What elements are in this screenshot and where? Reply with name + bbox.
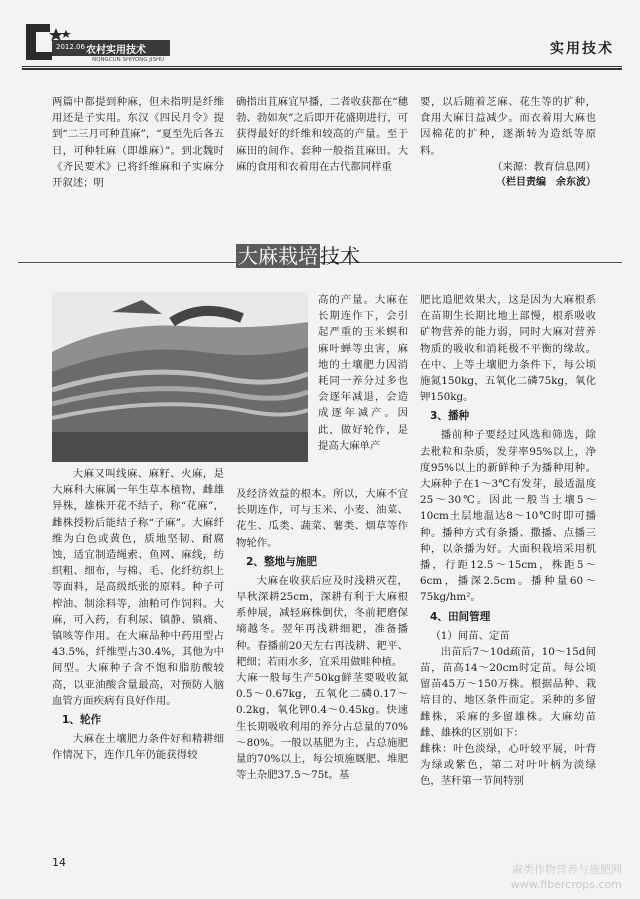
prev-article-col1 — [52, 94, 224, 191]
article-col2 — [236, 486, 408, 783]
paragraph: 肥比追肥效果大，这是因为大麻根系在苗期生长期比地上部慢，根系吸收矿物营养的能力弱，同时大麻对营养物质的吸收和消耗极不平衡的缘故。在中、上等土壤肥力条件下，每公顷施氮150kg，五氧化二磷75kg，氧化钾150kg。 — [420, 294, 596, 404]
title-highlight: 大麻栽培 — [238, 244, 318, 268]
paragraph: 及经济效益的根本。所以，大麻不宜长期连作，可与玉米、小麦、油菜、花生、瓜类、蔬菜、薯类、烟草等作物轮作。 — [236, 488, 408, 549]
logo-subtitle: NONGCUN SHIYONG JISHU — [92, 57, 165, 63]
header-rule — [22, 66, 622, 67]
paragraph: 两篇中都提到种麻，但未指明是纤维用还是子实用。东汉《四民月令》提到“二三月可种苴麻”，“夏至先后各五日，可种牡麻（即雄麻）”。到北魏时《齐民要术》已将纤维麻和子实麻分开叙述；明 — [52, 96, 224, 190]
paragraph: 大麻在收获后应及时浅耕灭茬，早秋深耕25cm，深耕有利于大麻根系伸展，减轻麻株倒伏，冬前耙磨保墒越冬。翌年再浅耕细耙，准备播种。春播前20天左右再浅耕、耙平、耙细；若雨水多，宜采用做畦种植。 大麻一般每生产50kg鲜茎要吸收氮0.5～0.67kg，五氧化二磷0.17～0.2kg，氧化钾0.4～0.45kg。快速生长期吸收利用的养分占总量的70%～80%。一般以基肥为主，占总施肥量的70%以上，每公顷施厩肥、堆肥等土杂肥37.5～75t。基 — [236, 574, 408, 782]
paragraph: 出苗后7～10d疏苗，10～15d间苗，苗高14～20cm时定苗。每公顷留苗45万～150万株。根据品种、栽培目的、地区条件而定。采种的多留雌株，采麻的多留雄株。大麻幼苗雌、雄株的区别如下： 雌株：叶色淡绿，心叶较平展，叶背为绿或紫色，第二对叶叶柄为淡绿色，茎秆第一节间特别 — [420, 645, 596, 788]
subheading: （1）间苗、定苗 — [430, 629, 510, 642]
article-col3 — [420, 292, 596, 790]
paragraph: 确指出苴麻宜早播，二者收获都在“穗勃、勃如灰”之后即开花盛期进行，可获得最好的纤维和较高的产量。至于麻田的间作、套种一般指苴麻田。大麻的食用和衣着用在古代都同样重 — [236, 96, 408, 173]
section-title: 实用技术 — [550, 41, 614, 57]
watermark-url: www.fibercrops.com — [510, 878, 622, 891]
paragraph: 要，以后随着芝麻、花生等的扩种，食用大麻日益减少。而衣着用大麻也因棉花的扩种，逐渐转为造纸等原料。 — [420, 96, 596, 157]
prev-article-col2 — [236, 94, 408, 175]
intro-paragraph: 大麻又叫线麻、麻籽、火麻，是大麻科大麻属一年生草本植物，雌雄异株，雄株开花不结子，称“花麻”，雌株授粉后能结子称“子麻”。大麻纤维为白色或黄色，质地坚韧、耐腐蚀，适宜制造绳索、鱼网、麻线，纺织粗、细布，与棉、毛、化纤纺织上等面料，是高级纸张的原料。种子可榨油、制涂料等，油粕可作饲料。大麻，可入药，有利尿、镇静、镇痛、镇咳等作用。在大麻品种中药用型占43.5%，纤维型占30.4%，其他为中间型。大麻种子含不饱和脂肪酸较高，以亚油酸含量最高，对预防人脑血管方面疾病有良好作用。 — [52, 468, 224, 707]
heading-soil-prep: 2、整地与施肥 — [246, 555, 317, 568]
prev-article-col3 — [420, 94, 596, 191]
article-title — [236, 242, 360, 270]
heading-field-management: 4、田间管理 — [430, 610, 491, 623]
page-number: 14 — [52, 856, 66, 869]
watermark — [511, 862, 622, 892]
paragraph: 高的产量。大麻在长期连作下，会引起严重的玉米螟和麻叶蝉等虫害，麻地的土壤肥力因消耗同一养分过多也会逐年减退，会造成逐年减产。因此，做好轮作，是提高大麻单产 — [318, 294, 408, 452]
title-rest: 技术 — [320, 244, 360, 268]
paragraph: 播前种子要经过风选和筛选，除去秕粒和杂质，发芽率95%以上，净度95%以上的新鲜种子为播种用种。大麻种子在1～3℃有发芽，最适温度25～30℃。因此一般当土壤5～10cm土层地温达8～10℃时即可播种。播种方式有条播、撒播、点播三种，以条播为好。大面积栽培采用机播，行距12.5～15cm，株距5～6cm，播深2.5cm。播种量60～75kg/hm²。 — [420, 429, 596, 604]
source-credit: （来源：教育信息网） — [492, 160, 596, 173]
article-col2-narrow — [318, 292, 408, 454]
article-col1 — [52, 466, 224, 763]
logo-date: 2012.06 — [56, 43, 85, 51]
magazine-logo — [22, 18, 172, 66]
editor-credit: （栏目责编 余东波） — [496, 177, 596, 189]
watermark-cn: 麻类作物营养与施肥网 — [512, 863, 622, 876]
farmland-photo — [52, 292, 308, 462]
header-rule-thick — [22, 68, 622, 70]
logo-title: 农村实用技术 — [86, 45, 146, 56]
heading-rotation: 1、轮作 — [62, 714, 102, 727]
paragraph: 大麻在土壤肥力条件好和精耕细作情况下，连作几年仍能获得较 — [52, 733, 224, 762]
heading-sowing: 3、播种 — [430, 410, 470, 423]
